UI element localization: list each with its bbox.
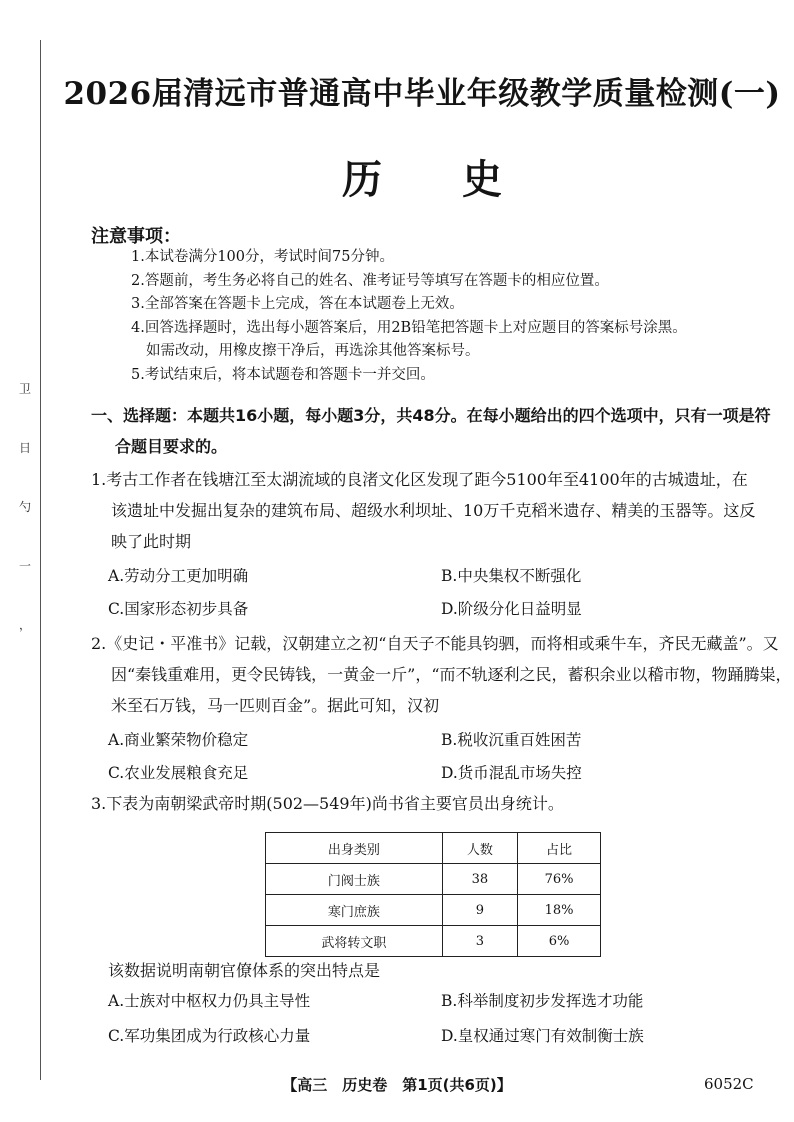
table-cell: 3 [442, 926, 517, 957]
option-row [91, 561, 781, 592]
table-cell: 9 [442, 895, 517, 926]
option-d: D.皇权通过寒门有效制衡士族 [441, 1027, 644, 1045]
binding-mark: ， [18, 618, 31, 632]
option-a: A.商业繁荣物价稳定 [108, 731, 249, 749]
notice-item: 3.全部答案在答题卡上完成，答在本试题卷上无效。 [131, 296, 464, 312]
option-b: B.税收沉重百姓困苦 [441, 731, 582, 749]
table-cell: 18% [518, 895, 601, 926]
notice-item: 2.答题前，考生务必将自己的姓名、准考证号等填写在答题卡的相应位置。 [131, 272, 609, 289]
question-stem-line: 1.考古工作者在钱塘江至太湖流域的良渚文化区发现了距今5100年至4100年的古城遗址，在 [91, 470, 748, 489]
option-c: C.军功集团成为行政核心力量 [108, 1027, 311, 1045]
exam-title: 2026届清远市普通高中毕业年级教学质量检测(一) [63, 76, 781, 112]
section-line: 合题目要求的。 [115, 437, 228, 456]
option-c: C.农业发展粮食充足 [108, 764, 249, 782]
option-row [91, 758, 781, 789]
option-row [91, 594, 781, 625]
option-d: D.阶级分化日益明显 [441, 600, 582, 618]
table-header-cell: 出身类别 [266, 833, 443, 864]
table-row [266, 895, 601, 926]
table-row [266, 926, 601, 957]
question-3-lead: 该数据说明南朝官僚体系的突出特点是 [108, 961, 381, 980]
section-line: 一、选择题：本题共16小题，每小题3分，共48分。在每小题给出的四个选项中，只有一项是符 [91, 406, 771, 425]
table-cell: 门阀士族 [266, 864, 443, 895]
table-cell: 武将转文职 [266, 926, 443, 957]
option-d: D.货币混乱市场失控 [441, 764, 582, 782]
option-a: A.士族对中枢权力仍具主导性 [108, 992, 311, 1010]
binding-mark: 一 [18, 559, 31, 573]
subject-title: 历 史 [342, 156, 502, 203]
question-stem-line: 米至石万钱，马一匹则百金”。据此可知，汉初 [111, 696, 440, 715]
table-cell: 6% [518, 926, 601, 957]
question-stem-line: 2.《史记・平准书》记载，汉朝建立之初“自天子不能具钧驷，而将相或乘牛车，齐民无藏盖”。又 [91, 634, 779, 653]
notice-item: 5.考试结束后，将本试题卷和答题卡一并交回。 [131, 366, 435, 383]
notice-list [131, 246, 771, 387]
binding-line [40, 40, 41, 1080]
binding-mark: 勺 [18, 500, 31, 514]
binding-mark: 日 [18, 441, 31, 455]
notice-item: 如需改动，用橡皮擦干净后，再选涂其他答案标号。 [146, 343, 480, 359]
page-footer: 【高三 历史卷 第1页(共6页)】 [282, 1076, 512, 1094]
question-3 [91, 788, 781, 819]
table-cell: 38 [442, 864, 517, 895]
table-header-row [266, 833, 601, 864]
notice-item: 4.回答选择题时，选出每小题答案后，用2B铅笔把答题卡上对应题目的答案标号涂黑。 [131, 319, 687, 336]
paper-code: 6052C [704, 1075, 754, 1093]
question-stem-line: 该遗址中发掘出复杂的建筑布局、超级水利坝址、10万千克稻米遗存、精美的玉器等。这反 [111, 501, 756, 520]
option-row [91, 986, 781, 1017]
notice-item: 1.本试卷满分100分，考试时间75分钟。 [131, 249, 394, 265]
table-header-cell: 人数 [442, 833, 517, 864]
question-2 [91, 628, 792, 789]
option-b: B.中央集权不断强化 [441, 567, 582, 585]
question-stem-line: 映了此时期 [111, 532, 192, 551]
notice-heading: 注意事项： [91, 226, 181, 247]
option-row [91, 725, 781, 756]
question-stem-line: 因“秦钱重难用，更令民铸钱，一黄金一斤”，“而不轨逐利之民，蓄积余业以稽市物，物踊腾粜， [111, 665, 792, 684]
question-3-options [91, 986, 781, 1052]
option-row [91, 1021, 781, 1052]
question-stem-line: 3.下表为南朝梁武帝时期(502—549年)尚书省主要官员出身统计。 [91, 794, 564, 813]
option-b: B.科举制度初步发挥选才功能 [441, 992, 644, 1010]
table-cell: 寒门庶族 [266, 895, 443, 926]
table-cell: 76% [518, 864, 601, 895]
officials-table [265, 832, 601, 957]
option-a: A.劳动分工更加明确 [108, 567, 249, 585]
table-header-cell: 占比 [518, 833, 601, 864]
table-row [266, 864, 601, 895]
binding-marks [14, 380, 36, 675]
option-c: C.国家形态初步具备 [108, 600, 249, 618]
binding-mark: 卫 [18, 382, 31, 396]
question-1 [91, 464, 781, 625]
section-heading [91, 400, 781, 462]
